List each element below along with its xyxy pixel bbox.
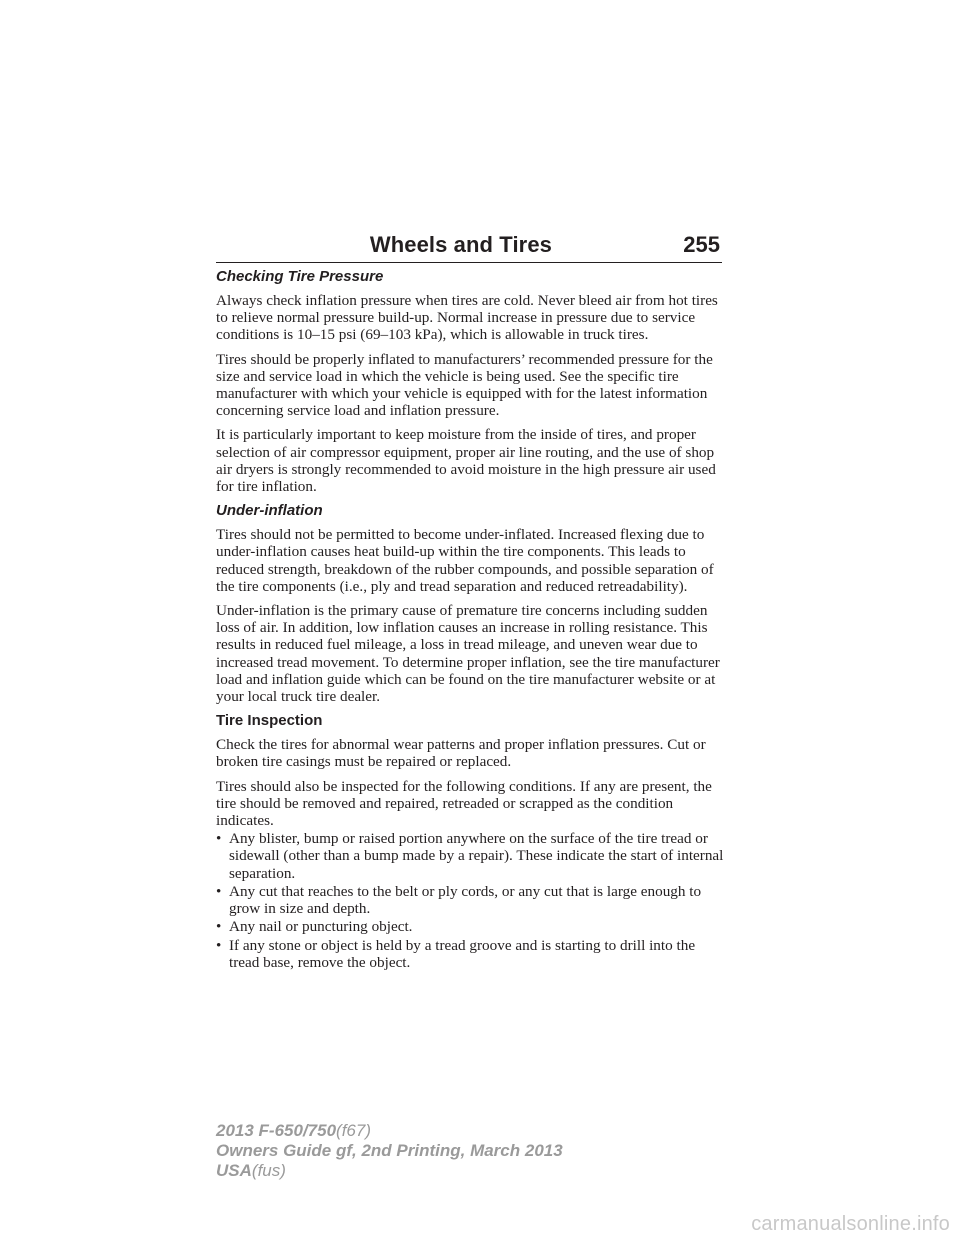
heading-checking-tire-pressure: Checking Tire Pressure [216, 268, 384, 285]
list-item-text: If any stone or object is held by a tread groove and is starting to drill into the tread base, remove the object. [229, 936, 696, 971]
bullet-icon: • [216, 882, 222, 900]
paragraph: Tires should also be inspected for the following conditions. If any are present, the tire should be removed and repaired, retreaded or scrapped as the condition indicates. [216, 777, 712, 830]
list-item [216, 918, 728, 935]
list-item-text: Any cut that reaches to the belt or ply cords, or any cut that is large enough to grow in size and depth. [229, 882, 702, 918]
page-number: 255 [683, 232, 720, 257]
bullet-icon: • [216, 830, 222, 848]
page-content [216, 268, 728, 972]
paragraph: Tires should be properly inflated to manufacturers’ recommended pressure for the size and service load in which the vehicle is being used. See the specific tire manufacturer with which your vehicle is equipped with for the latest information concerning service load and inflation pressure. [216, 350, 713, 420]
footer-line-model [216, 1121, 563, 1141]
list-item-text: Any nail or puncturing object. [229, 918, 413, 936]
paragraph: Under-inflation is the primary cause of premature tire concerns including sudden loss of air. In addition, low inflation causes an increase in rolling resistance. This results in reduced fuel mileage, a loss in tread mileage, and uneven wear due to increased tread movement. To determine proper inflation, see the tire manufacturer load and inflation guide which can be found on the tire manufacturer website or at your local truck tire dealer. [216, 602, 720, 706]
paragraph: It is particularly important to keep moisture from the inside of tires, and proper selection of air compressor equipment, proper air line routing, and the use of shop air dryers is strongly recommended to avoid moisture in the high pressure air used for tire inflation. [216, 426, 716, 496]
bullet-icon: • [216, 918, 222, 936]
document-footer [216, 1121, 563, 1181]
bullet-icon: • [216, 936, 222, 954]
footer-line-region [216, 1161, 563, 1181]
footer-region: USA [216, 1161, 252, 1180]
paragraph: Check the tires for abnormal wear patterns and proper inflation pressures. Cut or broken tire casings must be repaired or replaced. [216, 736, 706, 771]
watermark-text: carmanualsonline.info [751, 1213, 950, 1235]
footer-model: 2013 F-650/750 [216, 1121, 337, 1140]
list-item-text: Any blister, bump or raised portion anywhere on the surface of the tire tread or sidewall (other than a bump made by a repair). These indicate the start of internal separation. [229, 830, 724, 882]
list-item [216, 830, 728, 882]
footer-model-code: (f67) [336, 1121, 372, 1140]
heading-tire-inspection: Tire Inspection [216, 712, 323, 730]
page-header [216, 226, 722, 263]
paragraph: Tires should not be permitted to become under-inflated. Increased flexing due to under-inflation causes heat build-up within the tire components. This leads to reduced strength, breakdown of the rubber compounds, and possible separation of the tire components (i.e., ply and tread separation and reduced retreadability). [216, 526, 714, 595]
list-item [216, 883, 728, 917]
footer-region-code: (fus) [251, 1161, 286, 1180]
footer-line-guide: Owners Guide gf, 2nd Printing, March 2013 [216, 1141, 563, 1160]
paragraph: Always check inflation pressure when tires are cold. Never bleed air from hot tires to relieve normal pressure build-up. Normal increase in pressure due to service conditions is 10–15 psi (69–103 kPa), which is allowable in truck tires. [216, 292, 718, 344]
list-item [216, 937, 728, 971]
inspection-conditions-list [216, 830, 728, 971]
section-title: Wheels and Tires [369, 232, 552, 257]
heading-under-inflation: Under-inflation [216, 502, 323, 520]
